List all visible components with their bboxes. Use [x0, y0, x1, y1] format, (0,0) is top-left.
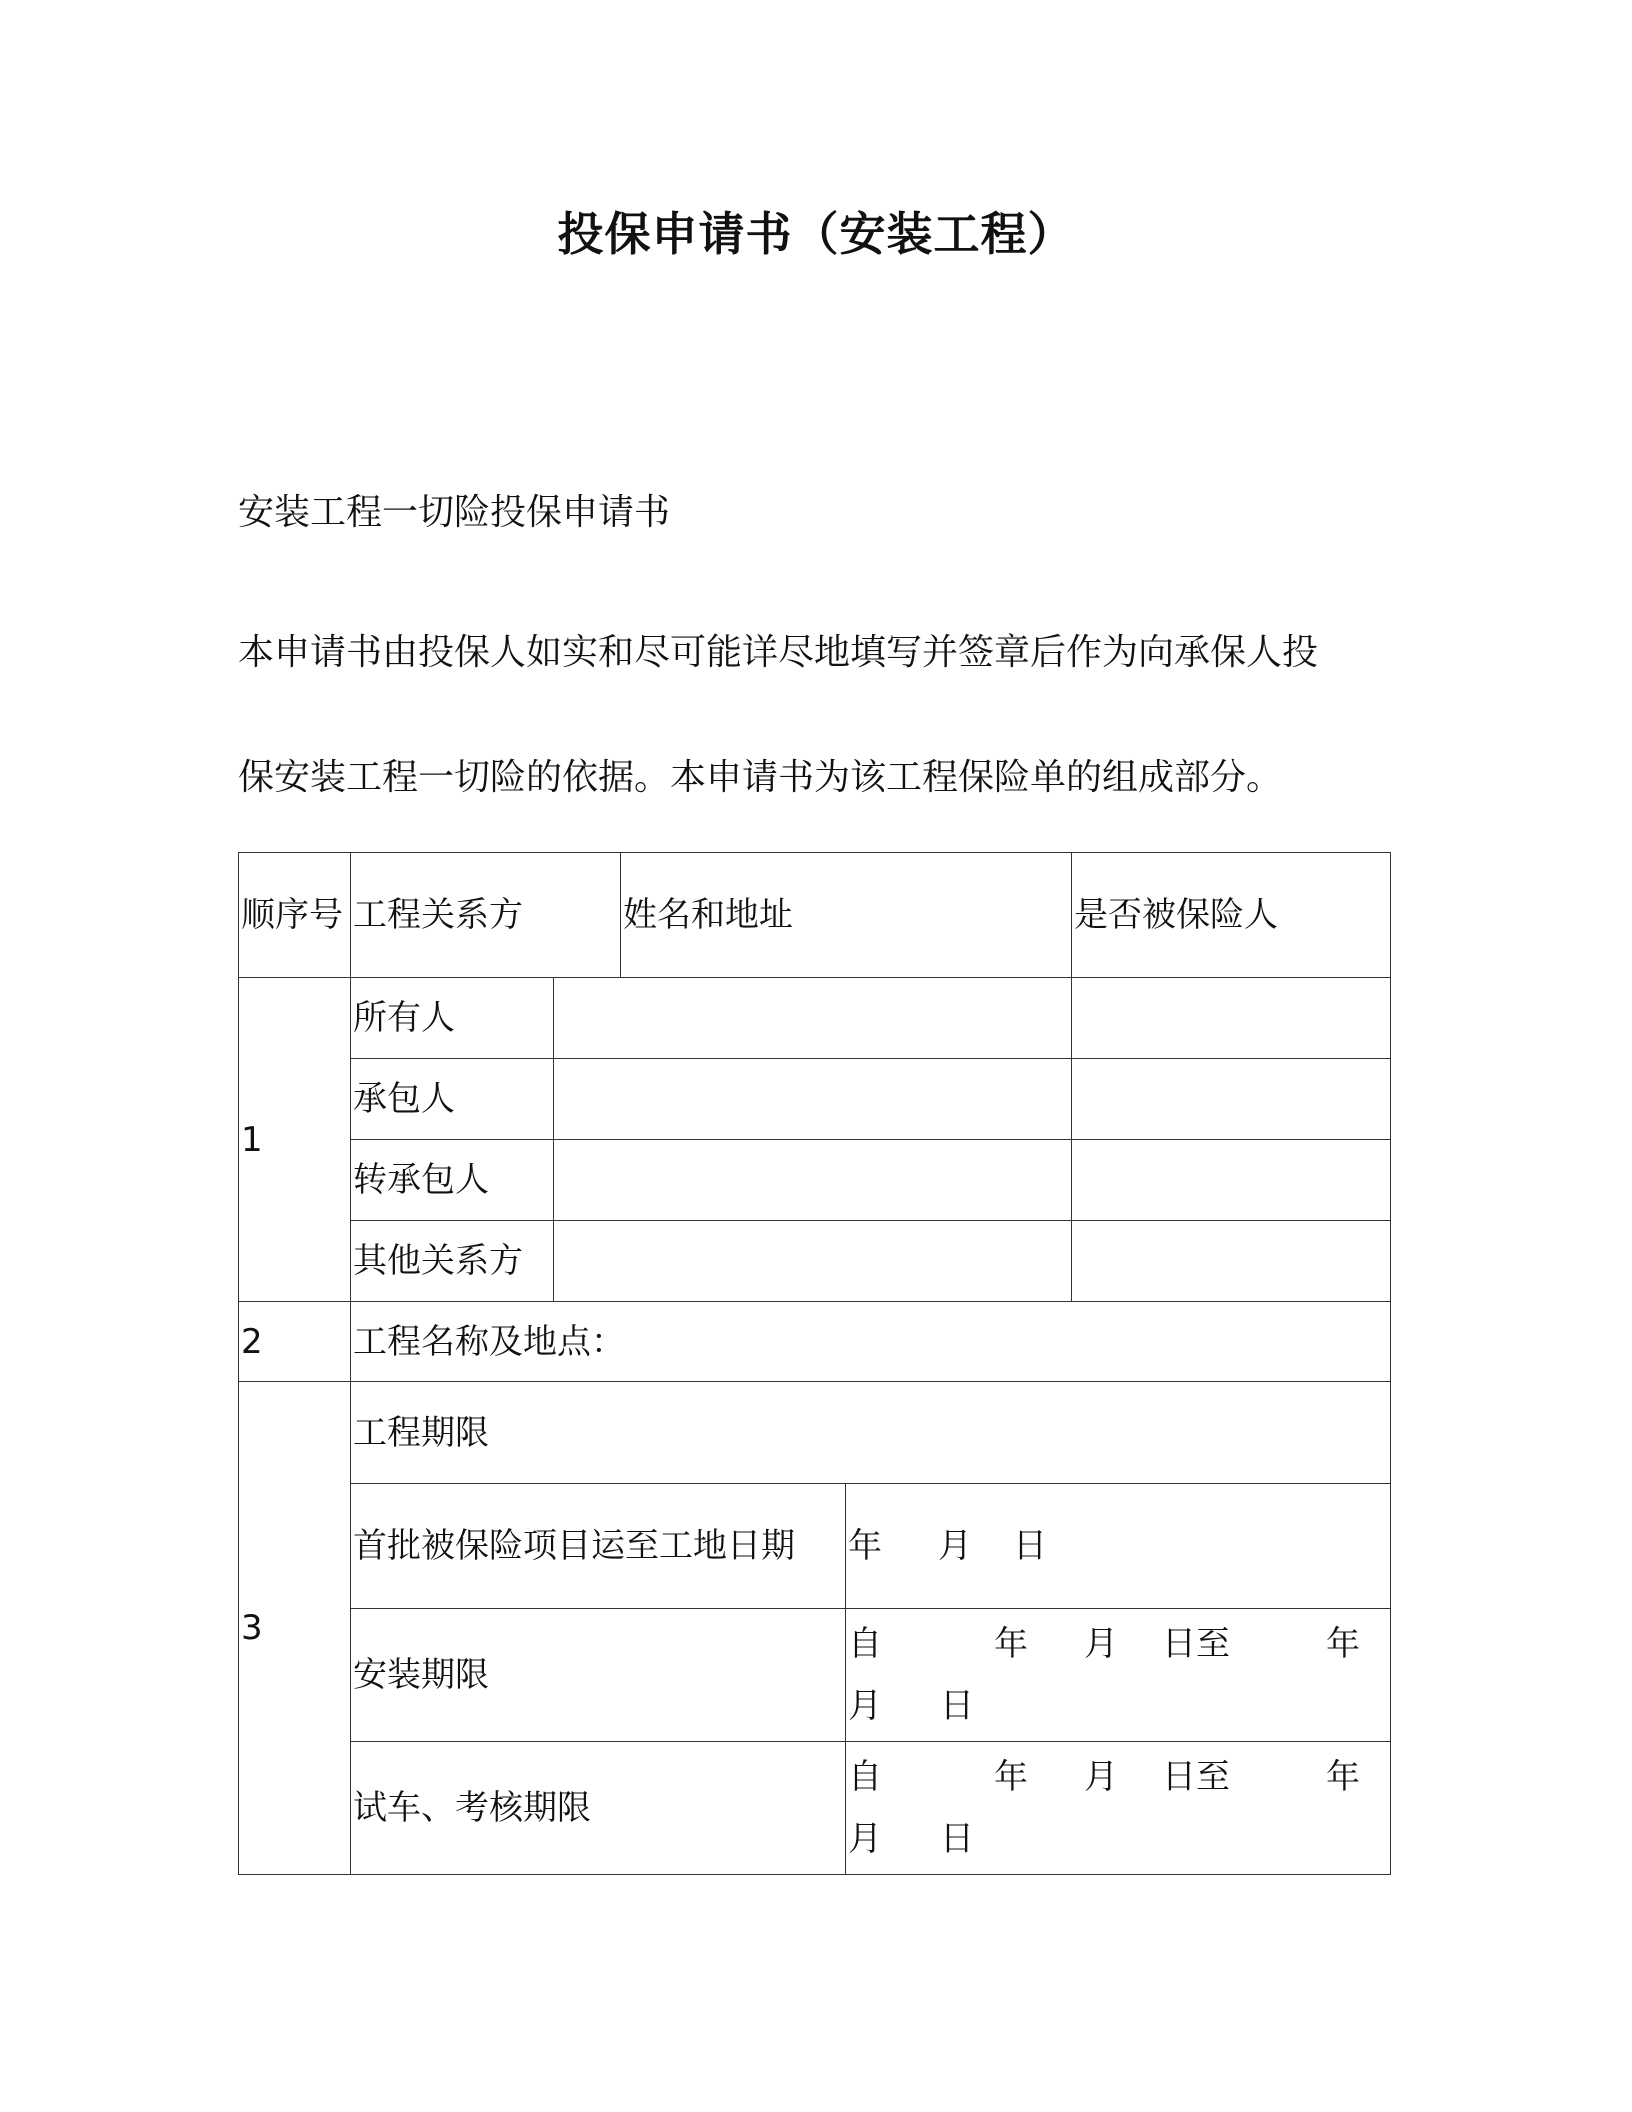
date-range-line: [848, 1746, 1388, 1808]
intro-paragraph: [238, 590, 1398, 840]
header-name-address: 姓名和地址: [621, 853, 1072, 978]
project-period-label: 工程期限: [351, 1382, 1391, 1484]
first-delivery-date-field[interactable]: [846, 1484, 1391, 1609]
year-unit: 年: [848, 1526, 882, 1566]
month-unit: 月: [848, 1819, 882, 1859]
day-to-label: 日至: [1162, 1757, 1230, 1797]
section-number: 1: [239, 978, 351, 1302]
year-unit: 年: [994, 1624, 1028, 1664]
other-insured-field[interactable]: [1072, 1221, 1391, 1302]
party-label-owner: 所有人: [351, 978, 554, 1059]
from-label: 自: [848, 1624, 882, 1664]
installation-period-field[interactable]: [846, 1609, 1391, 1742]
day-unit: 日: [940, 1686, 974, 1726]
day-to-label: 日至: [1162, 1624, 1230, 1664]
trial-run-period-field[interactable]: [846, 1742, 1391, 1875]
month-unit: 月: [848, 1686, 882, 1726]
header-insured: 是否被保险人: [1072, 853, 1391, 978]
party-label-subcontractor: 转承包人: [351, 1140, 554, 1221]
table-header-row: [239, 853, 1391, 978]
table-row: [239, 1609, 1391, 1742]
date-range-line: [848, 1808, 1388, 1870]
project-name-location-field[interactable]: 工程名称及地点：: [351, 1302, 1391, 1382]
party-label-contractor: 承包人: [351, 1059, 554, 1140]
year-unit: 年: [1326, 1624, 1360, 1664]
owner-insured-field[interactable]: [1072, 978, 1391, 1059]
contractor-insured-field[interactable]: [1072, 1059, 1391, 1140]
section-number: 3: [239, 1382, 351, 1875]
date-range-line: [848, 1675, 1388, 1737]
day-unit: 日: [1013, 1526, 1047, 1566]
table-row: [239, 1742, 1391, 1875]
trial-run-period-label: 试车、考核期限: [351, 1742, 846, 1875]
table-row: [239, 1059, 1391, 1140]
header-seq: 顺序号: [239, 853, 351, 978]
owner-name-address-field[interactable]: [554, 978, 1072, 1059]
date-range-line: [848, 1613, 1388, 1675]
year-unit: 年: [1326, 1757, 1360, 1797]
installation-period-label: 安装期限: [351, 1609, 846, 1742]
other-name-address-field[interactable]: [554, 1221, 1072, 1302]
day-unit: 日: [940, 1819, 974, 1859]
table-row: [239, 1484, 1391, 1609]
table-row: [239, 1140, 1391, 1221]
table-row: [239, 1302, 1391, 1382]
contractor-name-address-field[interactable]: [554, 1059, 1072, 1140]
intro-line: 本申请书由投保人如实和尽可能详尽地填写并签章后作为向承保人投: [238, 632, 1319, 673]
form-subtitle: 安装工程一切险投保申请书: [238, 492, 671, 533]
month-unit: 月: [1084, 1757, 1118, 1797]
first-delivery-date-label: 首批被保险项目运至工地日期: [351, 1484, 846, 1609]
application-table: [238, 852, 1391, 1875]
year-unit: 年: [994, 1757, 1028, 1797]
from-label: 自: [848, 1757, 882, 1797]
table-row: [239, 1382, 1391, 1484]
subcontractor-name-address-field[interactable]: [554, 1140, 1072, 1221]
party-label-other: 其他关系方: [351, 1221, 554, 1302]
section-number: 2: [239, 1302, 351, 1382]
table-row: [239, 1221, 1391, 1302]
header-party: 工程关系方: [351, 853, 621, 978]
intro-line: 保安装工程一切险的依据。本申请书为该工程保险单的组成部分。: [238, 757, 1283, 798]
page-title: 投保申请书（安装工程）: [557, 207, 1075, 261]
table-row: [239, 978, 1391, 1059]
month-unit: 月: [938, 1526, 972, 1566]
month-unit: 月: [1084, 1624, 1118, 1664]
subcontractor-insured-field[interactable]: [1072, 1140, 1391, 1221]
